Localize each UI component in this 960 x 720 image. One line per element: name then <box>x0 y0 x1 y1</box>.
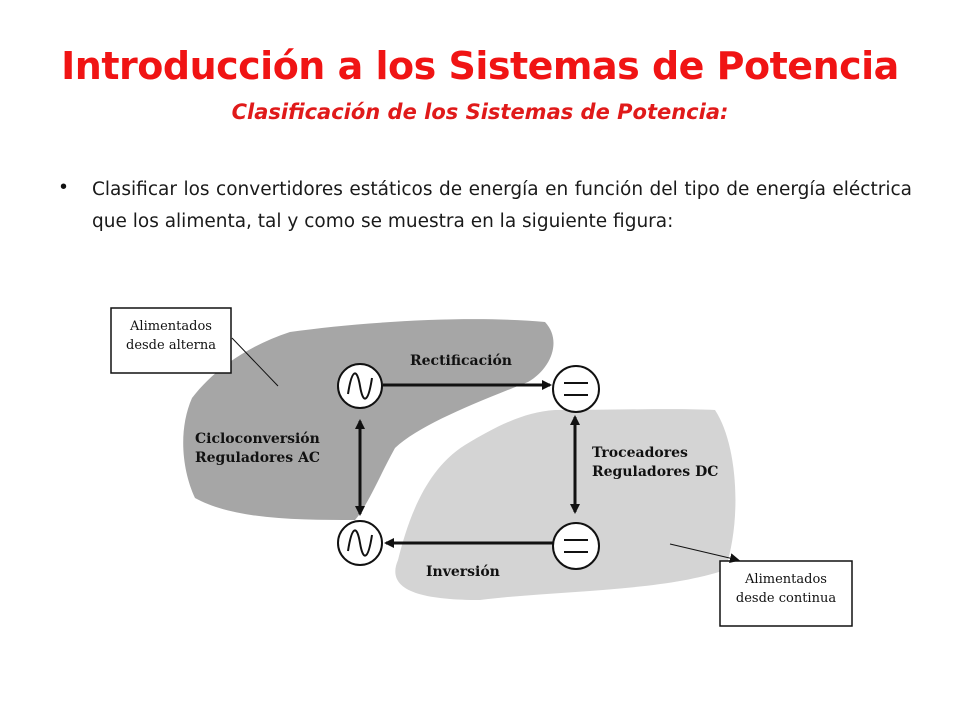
ac-fed-callout-line1: Alimentados <box>130 319 212 334</box>
ac-fed-callout-line2: desde alterna <box>126 338 216 353</box>
dc-dc-label-line1: Troceadores <box>592 445 688 461</box>
ac-fed-callout <box>111 308 231 373</box>
dc-fed-callout-line1: Alimentados <box>745 572 827 587</box>
inversion-label: Inversión <box>426 564 500 580</box>
rectification-label: Rectificación <box>410 353 512 369</box>
ac-source-bottom-icon <box>338 521 382 565</box>
ac-ac-label-line2: Reguladores AC <box>195 450 321 466</box>
dc-fed-callout <box>720 561 852 626</box>
ac-source-top-icon <box>338 364 382 408</box>
slide-subtitle: Clasificación de los Sistemas de Potencia: <box>231 100 729 124</box>
dc-dc-label-line2: Reguladores DC <box>592 464 719 480</box>
dc-fed-callout-line2: desde continua <box>735 591 837 606</box>
dc-source-top-icon <box>553 366 599 412</box>
bullet-text: Clasificar los convertidores estáticos de energía en función del tipo de energía eléctrica que los alimenta, tal y como se muestra en la siguiente figura: <box>92 179 912 232</box>
dc-source-bottom-icon <box>553 523 599 569</box>
bullet-icon: • <box>60 176 68 198</box>
slide-title: Introducción a los Sistemas de Potencia <box>61 44 899 88</box>
ac-ac-label-line1: Cicloconversión <box>195 431 320 447</box>
